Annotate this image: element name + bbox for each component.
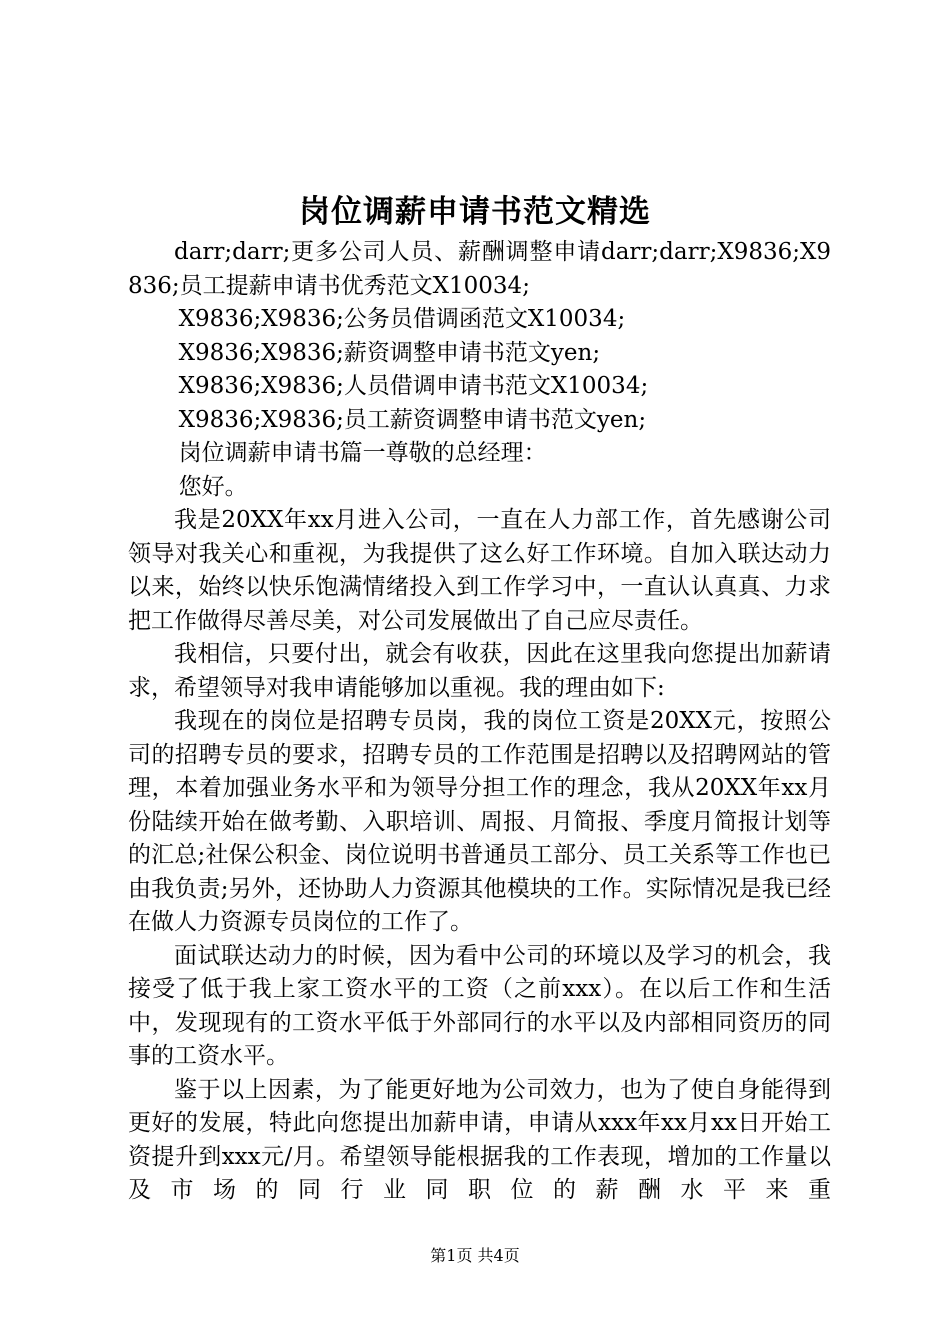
link-line: X9836;X9836;人员借调申请书范文X10034; xyxy=(178,373,649,399)
document-body xyxy=(128,236,831,1208)
link-line: X9836;X9836;薪资调整申请书范文yen; xyxy=(178,339,601,366)
salutation-line: 岗位调薪申请书篇一尊敬的总经理： xyxy=(178,440,547,466)
body-paragraph: 我是20XX年xx月进入公司，一直在人力部工作，首先感谢公司领导对我关心和重视，为我提供了这么好工作环境。自加入联达动力以来，始终以快乐饱满情绪投入到工作学习中，一直认认真真、力求把工作做得尽善尽美，对公司发展做出了自己应尽责任。 xyxy=(128,507,831,634)
body-paragraph: 我相信，只要付出，就会有收获，因此在这里我向您提出加薪请求，希望领导对我申请能够加以重视。我的理由如下: xyxy=(128,641,831,701)
document-title: 岗位调薪申请书范文精选 xyxy=(299,194,651,230)
page-number-footer: 第1页 共4页 xyxy=(430,1246,520,1265)
link-line: X9836;X9836;公务员借调函范文X10034; xyxy=(178,306,626,332)
intro-paragraph: darr;darr;更多公司人员、薪酬调整申请darr;darr;X9836;X9836;员工提薪申请书优秀范文X10034; xyxy=(128,239,831,299)
link-line: X9836;X9836;员工薪资调整申请书范文yen; xyxy=(178,406,647,433)
body-paragraph: 我现在的岗位是招聘专员岗，我的岗位工资是20XX元，按照公司的招聘专员的要求，招聘专员的工作范围是招聘以及招聘网站的管理，本着加强业务水平和为领导分担工作的理念，我从20XX年xx月份陆续开始在做考勤、入职培训、周报、月简报、季度月简报计划等的汇总;社保公积金、岗位说明书普通员工部分、员工关系等工作也已由我负责;另外，还协助人力资源其他模块的工作。实际情况是我已经在做人力资源专员岗位的工作了。 xyxy=(128,708,831,935)
greeting-line: 您好。 xyxy=(178,473,248,500)
body-paragraph: 面试联达动力的时候，因为看中公司的环境以及学习的机会，我接受了低于我上家工资水平的工资（之前xxx）。在以后工作和生活中，发现现有的工资水平低于外部同行的水平以及内部相同资历的同事的工资水平。 xyxy=(128,942,831,1069)
body-paragraph: 鉴于以上因素，为了能更好地为公司效力，也为了使自身能得到更好的发展，特此向您提出加薪申请，申请从xxx年xx月xx日开始工资提升到xxx元/月。希望领导能根据我的工作表现，增加的工作量以及市场的同行业同职位的薪酬水平来重 xyxy=(128,1076,831,1203)
